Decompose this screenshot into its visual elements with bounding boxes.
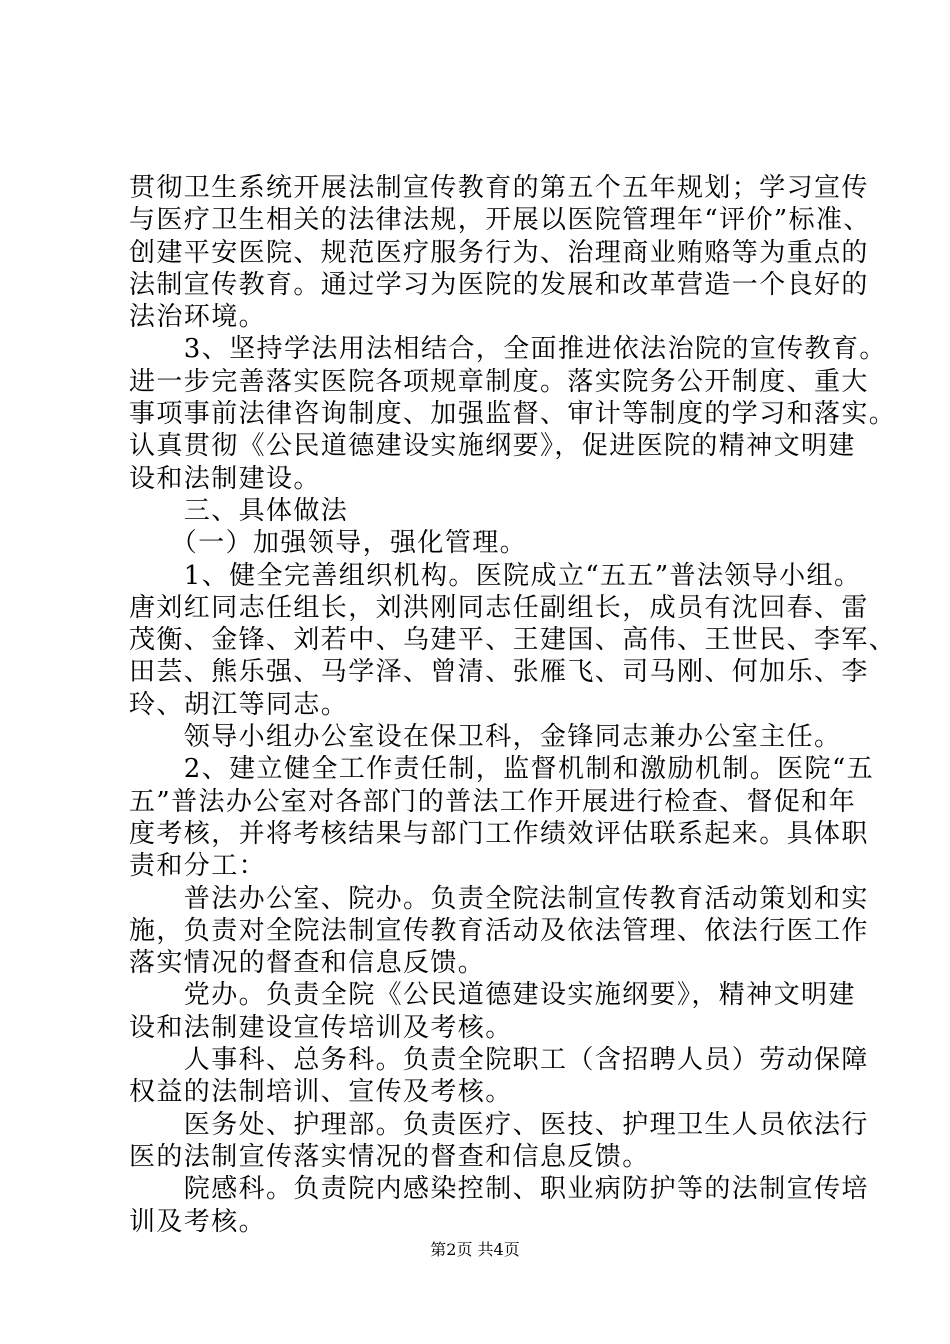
text-line: 茂衡、金锋、刘若中、乌建平、王建国、高伟、王世民、李军、: [129, 625, 897, 656]
text-line: 度考核，并将考核结果与部门工作绩效评估联系起来。具体职: [129, 818, 869, 849]
text-line: 五”普法办公室对各部门的普法工作开展进行检查、督促和年: [129, 786, 857, 817]
text-line: 医务处、护理部。负责医疗、医技、护理卫生人员依法行: [129, 1109, 869, 1140]
subsection-heading: （一）加强领导，强化管理。: [129, 528, 528, 559]
text-line: 权益的法制培训、宣传及考核。: [129, 1077, 513, 1108]
text-line: 设和法制建设。: [129, 463, 321, 494]
document-body: [129, 172, 897, 1238]
text-line: 唐刘红同志任组长，刘洪刚同志任副组长，成员有沈回春、雷: [129, 592, 869, 623]
text-line: 落实情况的督查和信息反馈。: [129, 948, 486, 979]
section-heading: 三、具体做法: [129, 495, 349, 526]
text-line: 法制宣传教育。通过学习为医院的发展和改革营造一个良好的: [129, 269, 869, 300]
text-line: 施，负责对全院法制宣传教育活动及依法管理、依法行医工作: [129, 915, 869, 946]
text-line: 进一步完善落实医院各项规章制度。落实院务公开制度、重大: [129, 366, 869, 397]
text-line: 领导小组办公室设在保卫科，金锋同志兼办公室主任。: [129, 722, 842, 753]
text-line: 玲、胡江等同志。: [129, 689, 349, 720]
text-line: 人事科、总务科。负责全院职工（含招聘人员）劳动保障: [129, 1045, 869, 1076]
text-line: 责和分工：: [129, 851, 267, 882]
text-line: 贯彻卫生系统开展法制宣传教育的第五个五年规划；学习宣传: [129, 173, 869, 203]
text-line: 设和法制建设宣传培训及考核。: [129, 1012, 513, 1043]
text-line: 田芸、熊乐强、马学泽、曾清、张雁飞、司马刚、何加乐、李: [129, 657, 869, 688]
text-line: 训及考核。: [129, 1206, 267, 1237]
text-line: 院感科。负责院内感染控制、职业病防护等的法制宣传培: [129, 1174, 869, 1205]
text-line: 2、建立健全工作责任制，监督机制和激励机制。医院“五: [129, 754, 875, 785]
text-line: 认真贯彻《公民道德建设实施纲要》，促进医院的精神文明建: [129, 431, 856, 462]
text-line: 事项事前法律咨询制度、加强监督、审计等制度的学习和落实。: [129, 399, 897, 430]
text-line: 与医疗卫生相关的法律法规，开展以医院管理年“评价”标准、: [129, 205, 871, 236]
page-number-footer: 第2页 共4页: [430, 1240, 520, 1259]
text-line: 3、坚持学法用法相结合，全面推进依法治院的宣传教育。: [129, 334, 887, 365]
text-line: 普法办公室、院办。负责全院法制宣传教育活动策划和实: [129, 883, 869, 914]
text-line: 1、健全完善组织机构。医院成立“五五”普法领导小组。: [129, 560, 862, 591]
text-line: 创建平安医院、规范医疗服务行为、治理商业贿赂等为重点的: [129, 237, 869, 268]
text-line: 医的法制宣传落实情况的督查和信息反馈。: [129, 1141, 650, 1172]
text-line: 党办。负责全院《公民道德建设实施纲要》，精神文明建: [129, 980, 856, 1011]
text-line: 法治环境。: [129, 302, 267, 333]
